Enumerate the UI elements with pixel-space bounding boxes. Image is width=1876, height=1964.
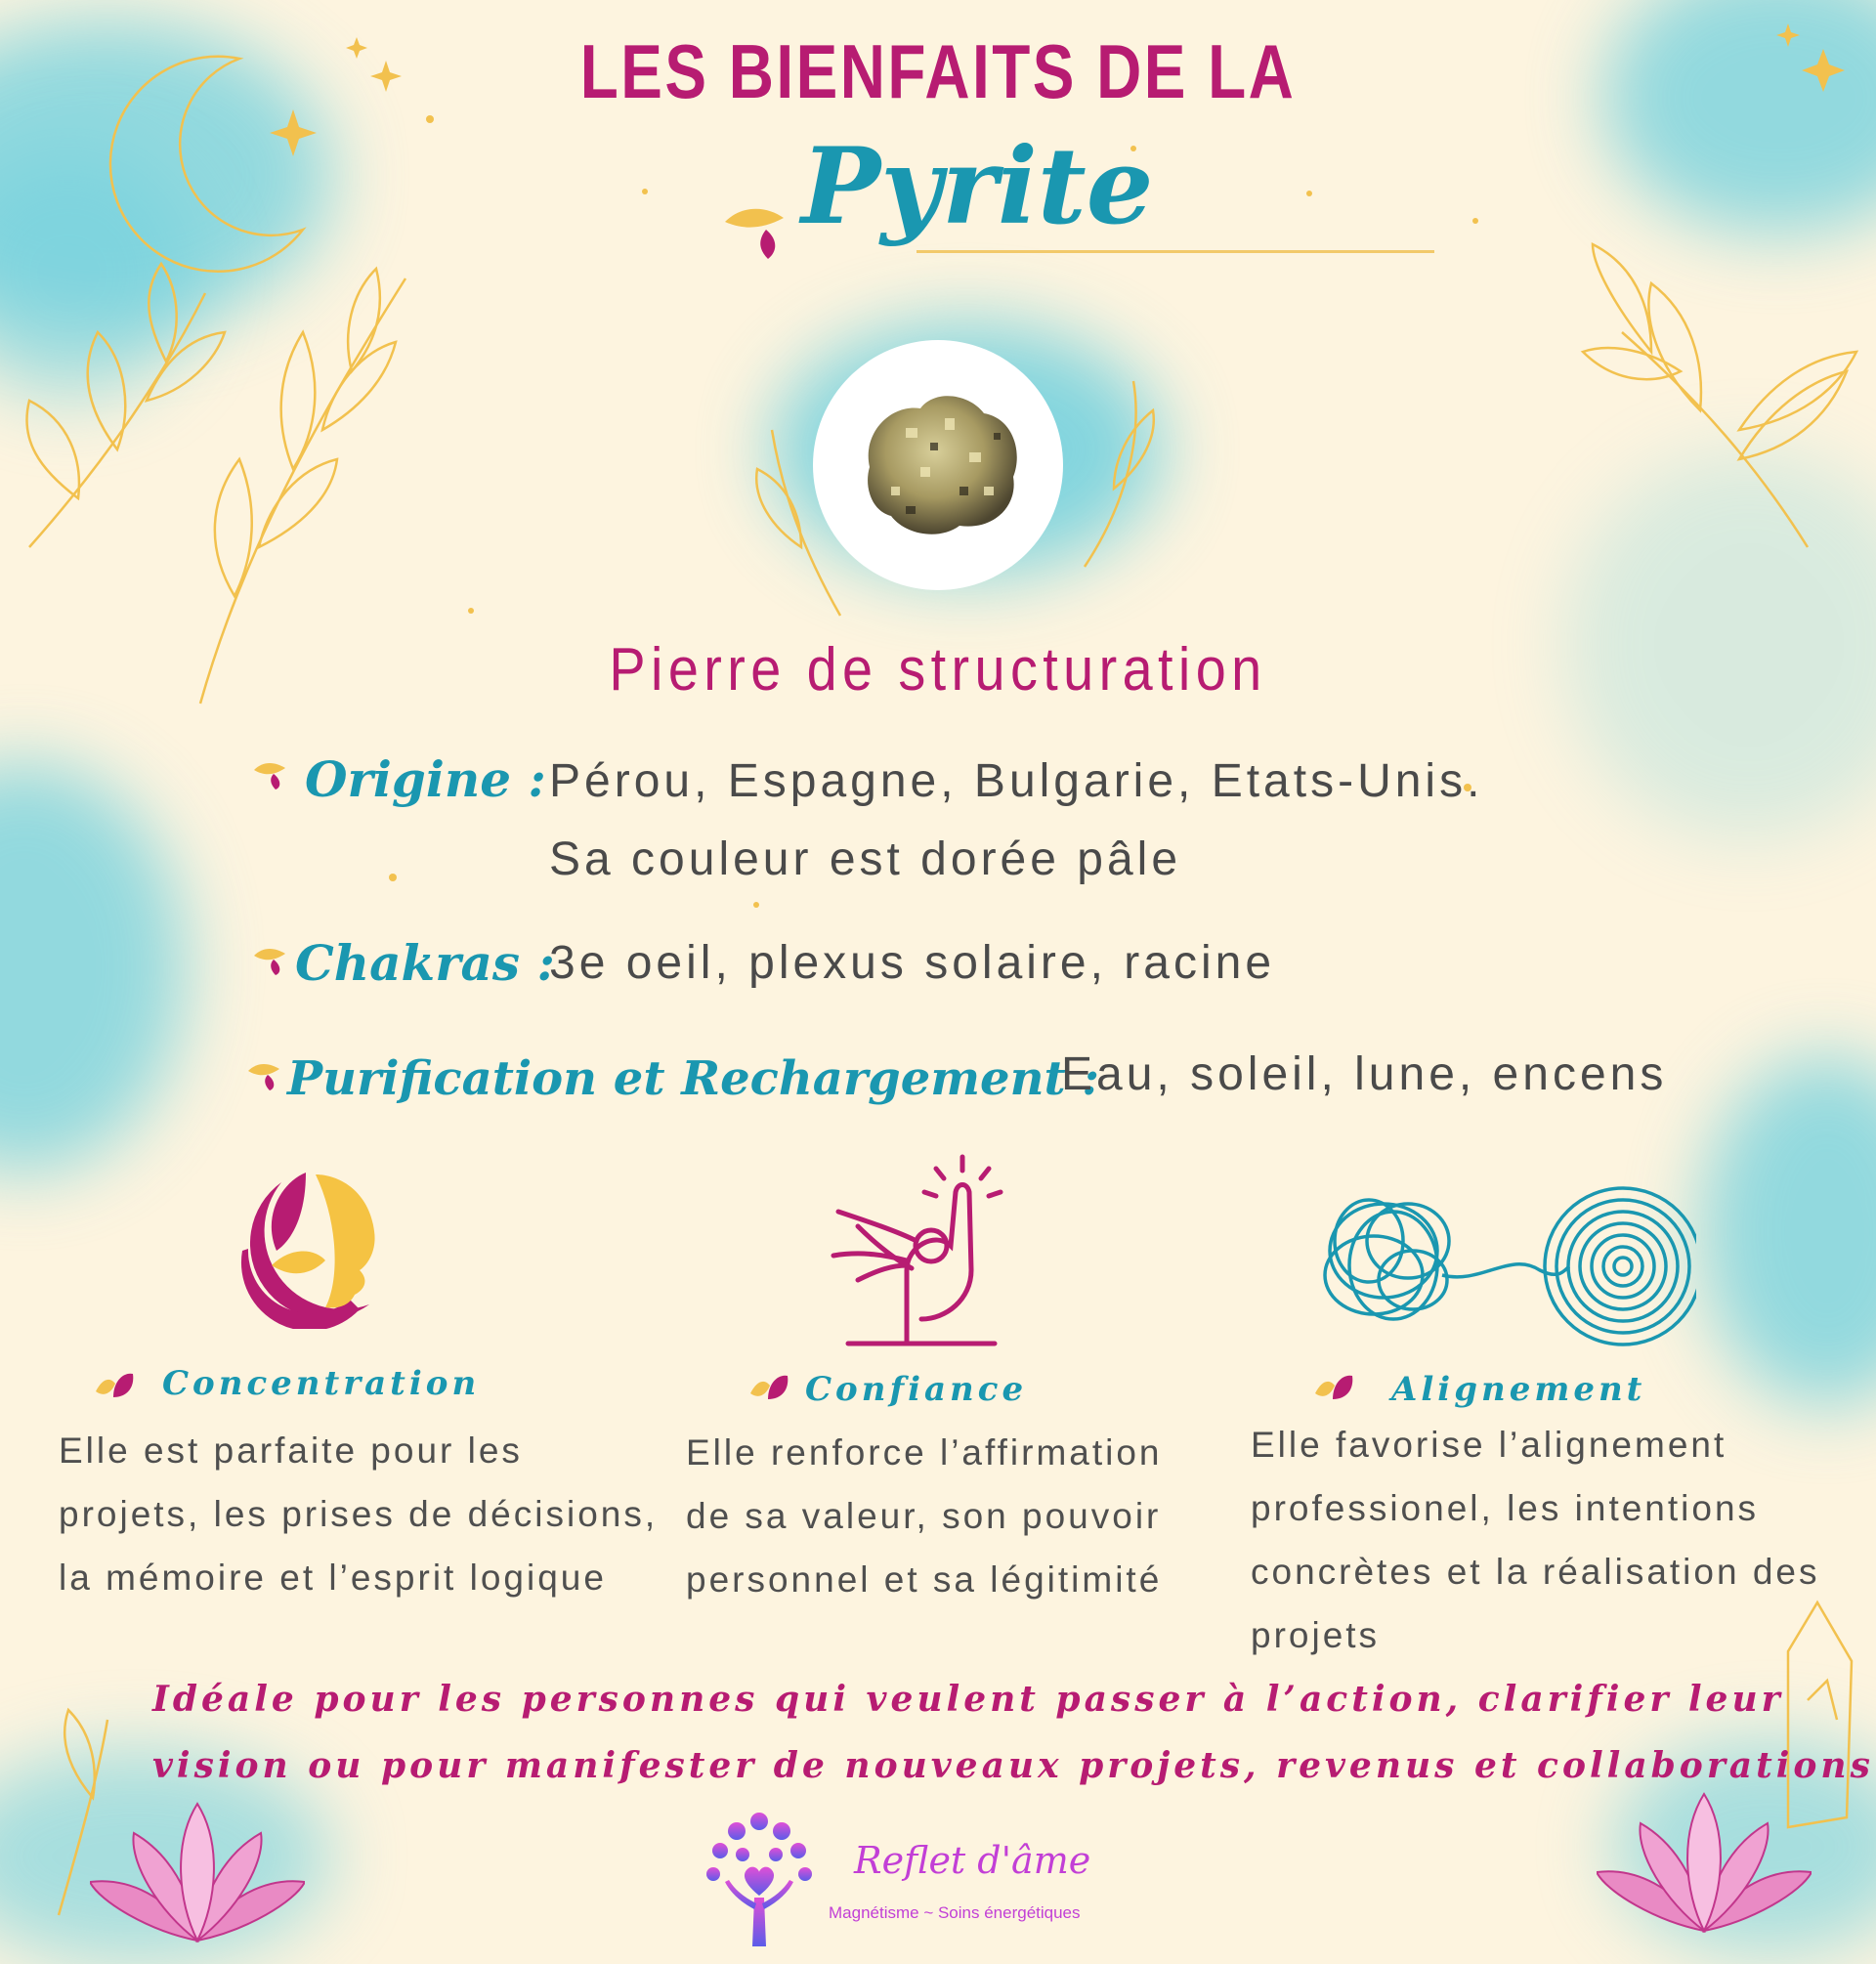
leaf-bullet-icon xyxy=(252,758,291,790)
benefit-line: personnel et sa légitimité xyxy=(686,1559,1163,1600)
origin-value-2: Sa couleur est dorée pâle xyxy=(549,833,1182,885)
benefit-line: concrètes et la réalisation des xyxy=(1251,1552,1820,1592)
benefit-line: projets xyxy=(1251,1615,1381,1655)
benefit-line: Elle renforce l’affirmation xyxy=(686,1432,1163,1473)
purification-value: Eau, soleil, lune, encens xyxy=(1061,1048,1668,1100)
page-title-pyrite: Pyrite xyxy=(801,125,1154,248)
page-title-line1: LES BIENFAITS DE LA xyxy=(579,28,1297,114)
leaf-bullet-icon xyxy=(1313,1372,1356,1405)
origin-label: Origine : xyxy=(305,750,546,808)
leaf-accent-icon xyxy=(723,200,786,259)
lotus-icon xyxy=(1597,1774,1812,1941)
benefit-line: de sa valeur, son pouvoir xyxy=(686,1496,1162,1536)
face-leaf-icon xyxy=(223,1163,389,1329)
benefit-text-confiance xyxy=(686,1421,1163,1611)
sparkle-icon xyxy=(1776,23,1800,47)
closing-line-1: Idéale pour les personnes qui veulent passer à l’action, clarifier leur xyxy=(152,1679,1784,1720)
purification-label: Purification et Rechargement : xyxy=(287,1051,1100,1106)
sparkle-icon xyxy=(1802,49,1845,92)
lotus-icon xyxy=(90,1784,305,1950)
brand-name: Reflet d'âme xyxy=(854,1839,1091,1882)
stone-subtitle: Pierre de structuration xyxy=(609,636,1267,704)
raised-hand-icon xyxy=(829,1153,1004,1348)
benefit-line: projets, les prises de décisions, xyxy=(59,1494,659,1534)
chakras-label: Chakras : xyxy=(295,934,555,992)
benefit-line: la mémoire et l’esprit logique xyxy=(59,1558,607,1598)
tangle-spiral-icon xyxy=(1315,1182,1696,1354)
brand-tagline: Magnétisme ~ Soins énergétiques xyxy=(829,1903,1081,1922)
closing-line-2: vision ou pour manifester de nouveaux projets, revenus et collaborations xyxy=(152,1745,1874,1786)
leaf-bullet-icon xyxy=(246,1059,285,1090)
benefit-text-concentration xyxy=(59,1419,658,1609)
benefit-title-confiance: Confiance xyxy=(805,1370,1028,1409)
stone-frame xyxy=(813,340,1063,590)
leaf-bullet-icon xyxy=(748,1372,791,1405)
benefit-line: Elle favorise l’alignement xyxy=(1251,1425,1727,1465)
title-underline xyxy=(917,250,1434,253)
chakras-value: 3e oeil, plexus solaire, racine xyxy=(549,937,1276,989)
origin-value-1: Pérou, Espagne, Bulgarie, Etats-Unis. xyxy=(549,755,1484,807)
leaf-bullet-icon xyxy=(94,1370,137,1403)
benefit-line: Elle est parfaite pour les xyxy=(59,1430,523,1471)
benefit-line: professionel, les intentions xyxy=(1251,1488,1760,1528)
tree-heart-logo xyxy=(696,1800,823,1946)
benefit-title-alignement: Alignement xyxy=(1391,1370,1646,1409)
benefit-title-concentration: Concentration xyxy=(162,1364,481,1403)
sparkle-icon xyxy=(270,109,317,156)
benefit-text-alignement xyxy=(1251,1413,1820,1667)
leaf-bullet-icon xyxy=(252,944,291,975)
pyrite-stone-image xyxy=(813,340,1063,590)
